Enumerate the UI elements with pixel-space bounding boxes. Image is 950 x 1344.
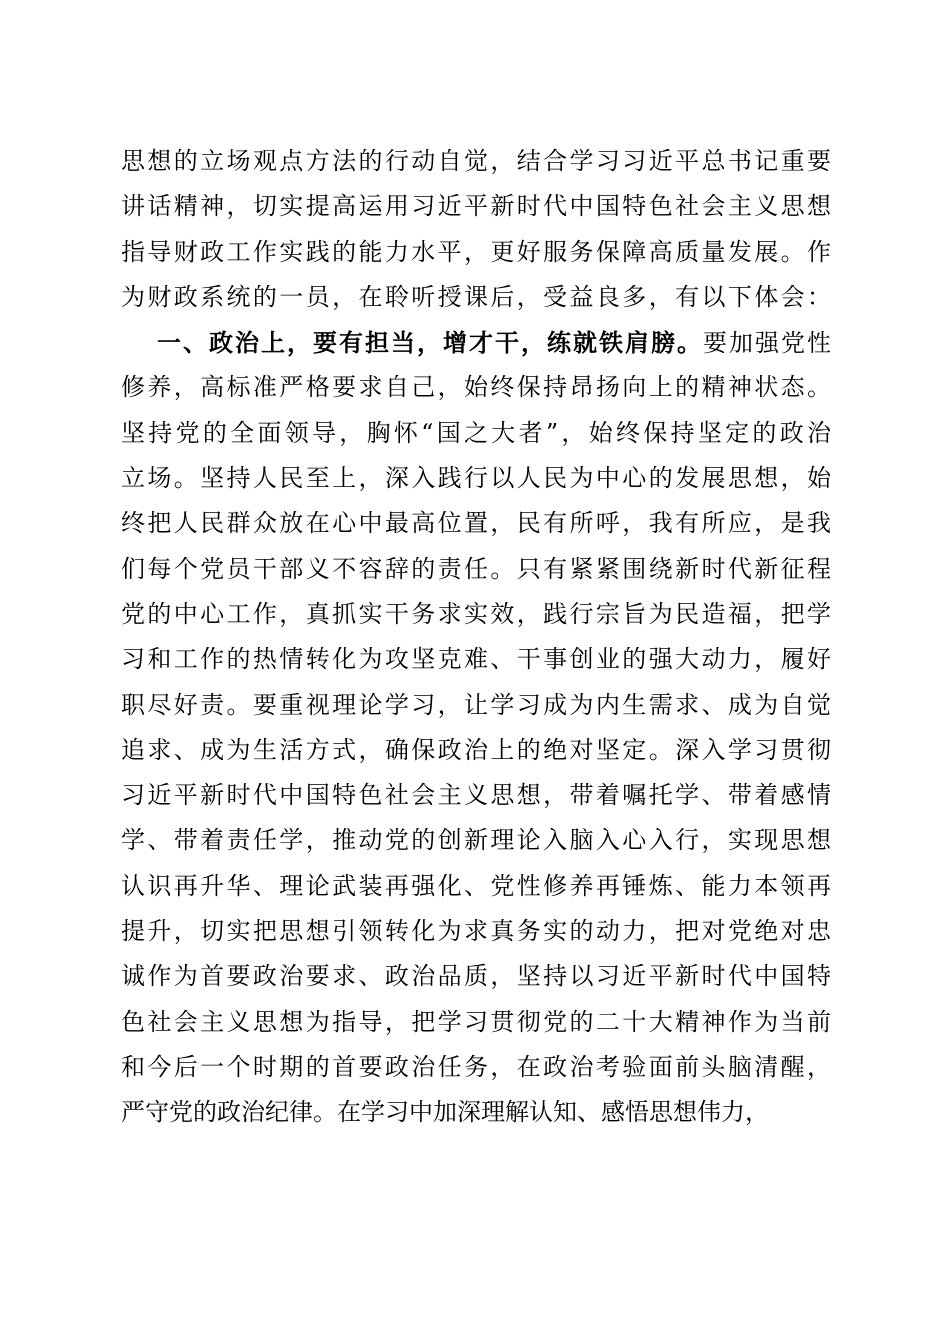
- text-line: 学、带着责任学，推动党的创新理论入脑入心入行，实现思想: [121, 826, 831, 855]
- text-line: 们每个党员干部义不容辞的责任。只有紧紧围绕新时代新征程: [121, 554, 831, 583]
- text-line: 色社会主义思想为指导，把学习贯彻党的二十大精神作为当前: [121, 1007, 831, 1036]
- text-line: 修养，高标准严格要求自己，始终保持昂扬向上的精神状态。: [121, 373, 831, 402]
- section-heading-rest: 要加强党性: [703, 329, 831, 358]
- text-line: 追求、成为生活方式，确保政治上的绝对坚定。深入学习贯彻: [121, 735, 831, 764]
- text-line: 指导财政工作实践的能力水平，更好服务保障高质量发展。作: [121, 237, 831, 266]
- text-line: 党的中心工作，真抓实干务求实效，践行宗旨为民造福，把学: [121, 599, 831, 628]
- text-line: 思想的立场观点方法的行动自觉，结合学习习近平总书记重要: [121, 147, 831, 175]
- text-line: 习和工作的热情转化为攻坚克难、干事创业的强大动力，履好: [121, 645, 831, 674]
- section-heading: 一、政治上，要有担当，增才干，练就铁肩膀。: [157, 328, 703, 358]
- text-line: 和今后一个时期的首要政治任务，在政治考验面前头脑清醒，: [121, 1052, 831, 1081]
- text-line: 诚作为首要政治要求、政治品质，坚持以习近平新时代中国特: [121, 962, 831, 991]
- text-line: 职尽好责。要重视理论学习，让学习成为内生需求、成为自觉: [121, 690, 831, 719]
- text-line: 立场。坚持人民至上，深入践行以人民为中心的发展思想，始: [121, 464, 831, 493]
- text-line: 讲话精神，切实提高运用习近平新时代中国特色社会主义思想: [121, 192, 831, 221]
- text-line: 严守党的政治纪律。在学习中加深理解认知、感悟思想伟力，: [121, 1098, 769, 1127]
- text-line: 认识再升华、理论武装再强化、党性修养再锤炼、能力本领再: [121, 871, 831, 900]
- text-line: 终把人民群众放在心中最高位置，民有所呼，我有所应，是我: [121, 509, 831, 538]
- text-line: 习近平新时代中国特色社会主义思想，带着嘱托学、带着感情: [121, 781, 831, 810]
- text-line: 提升，切实把思想引领转化为求真务实的动力，把对党绝对忠: [121, 917, 831, 946]
- text-line: 为财政系统的一员，在聆听授课后，受益良多，有以下体会：: [121, 282, 831, 311]
- section-heading-line: [121, 320, 831, 365]
- text-line: 坚持党的全面领导，胸怀“国之大者”，始终保持坚定的政治: [121, 418, 831, 447]
- body-text: [121, 139, 831, 1136]
